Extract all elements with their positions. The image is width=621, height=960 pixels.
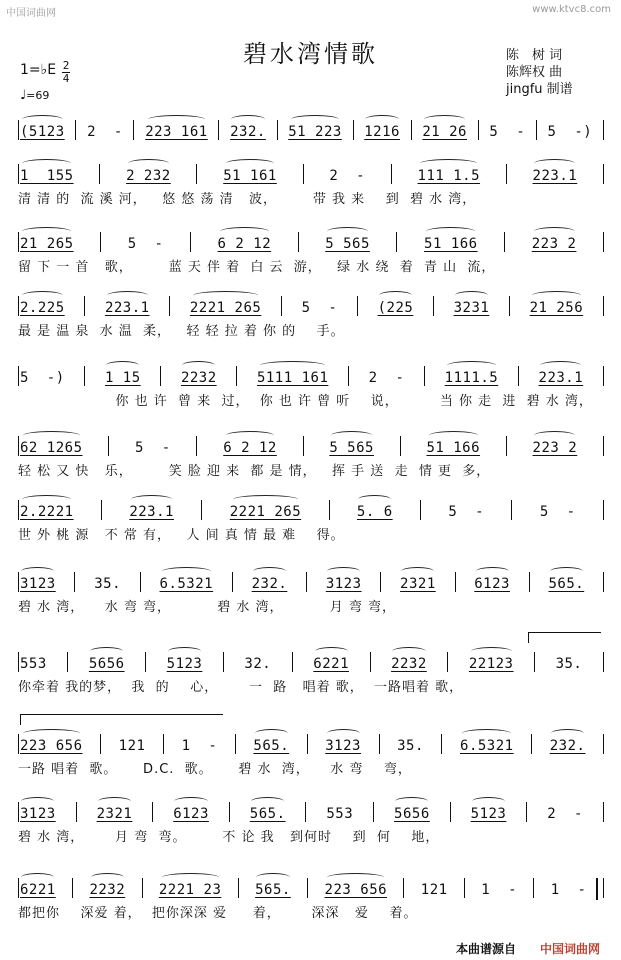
measure: 6 2 12: [217, 236, 273, 252]
bar-line: [281, 296, 282, 316]
measure: 6.5321: [459, 738, 515, 754]
notation-row: [18, 216, 604, 252]
slur-mark: [358, 495, 391, 504]
slur-mark: [327, 227, 368, 236]
measure: 3123: [325, 576, 363, 592]
notation-line: [18, 572, 604, 592]
bar-line: [603, 366, 604, 386]
slur-mark: [90, 647, 123, 656]
bar-line: [420, 500, 421, 520]
bar-line: [603, 296, 604, 316]
bar-line: [511, 500, 512, 520]
slur-mark: [447, 361, 496, 370]
bar-line: [455, 572, 456, 592]
slur-mark: [429, 431, 478, 440]
notation-line: [18, 652, 604, 672]
volta-bracket: [20, 714, 223, 725]
measure: (5123: [19, 124, 66, 140]
measure: (225: [377, 300, 415, 316]
bar-line: [236, 366, 237, 386]
bar-line: [75, 120, 76, 140]
bar-line: [370, 652, 371, 672]
slur-mark: [401, 567, 434, 576]
measure: 5 -: [539, 504, 576, 520]
bar-line: [534, 652, 535, 672]
bar-line: [447, 652, 448, 672]
bar-line: [303, 436, 304, 456]
bar-line: [190, 232, 191, 252]
bar-line: [450, 802, 451, 822]
bar-line: [74, 572, 75, 592]
measure: 2321: [96, 806, 134, 822]
measure: 553: [20, 656, 47, 672]
measure: 565.: [252, 738, 290, 754]
bar-line: [100, 232, 101, 252]
bar-line: [396, 232, 397, 252]
slur-mark: [251, 797, 284, 806]
bar-line: [478, 120, 479, 140]
measure: 21 256: [529, 300, 585, 316]
measure: 121: [420, 882, 448, 898]
bar-line: [84, 296, 85, 316]
measure: 223.1: [538, 370, 585, 386]
measure: 2 -: [547, 806, 583, 822]
measure: 6123: [172, 806, 210, 822]
measure: 6 2 12: [222, 440, 278, 456]
measure: 6221: [312, 656, 350, 672]
slur-mark: [220, 227, 269, 236]
slur-mark: [379, 291, 412, 300]
bar-line: [306, 572, 307, 592]
notation-line: [18, 734, 604, 754]
measure: 1 15: [104, 370, 142, 386]
bar-line: [232, 572, 233, 592]
slur-mark: [551, 729, 584, 738]
bar-line: [603, 120, 604, 140]
key-signature: 1=♭E: [20, 62, 57, 78]
measure: 5 -: [489, 124, 526, 140]
measure: 232.: [229, 124, 267, 140]
bar-line: [603, 164, 604, 184]
measure: 21 265: [19, 236, 75, 252]
quarter-note-icon: ♩: [20, 88, 27, 103]
measure: 2221 23: [158, 882, 223, 898]
bar-line: [223, 652, 224, 672]
slur-mark: [106, 361, 139, 370]
measure: 232.: [251, 576, 289, 592]
slur-mark: [424, 115, 465, 124]
measure: 2232: [88, 882, 126, 898]
notation-line: [18, 366, 604, 386]
lyricist-credit: 陈 树 词: [506, 48, 563, 63]
lyric-line: 清 清 的 流 溪 河， 悠 悠 荡 清 波， 带 我 来 到 碧 水 湾，: [18, 192, 477, 207]
slur-mark: [21, 567, 54, 576]
bar-line: [504, 232, 505, 252]
notation-row: [18, 350, 604, 386]
slur-mark: [472, 797, 505, 806]
slur-mark: [148, 115, 205, 124]
measure: 5 -): [20, 370, 65, 386]
bar-line: [67, 652, 68, 672]
slur-mark: [107, 291, 148, 300]
slur-mark: [98, 797, 131, 806]
slur-mark: [21, 797, 54, 806]
measure: 6123: [473, 576, 511, 592]
bar-line: [235, 734, 236, 754]
bar-line: [152, 802, 153, 822]
lyric-line: 世 外 桃 源 不 常 有， 人 间 真 情 最 难 得。: [18, 528, 345, 543]
slur-mark: [22, 115, 63, 124]
notation-line: [18, 120, 604, 140]
measure: 565.: [254, 882, 292, 898]
bar-line: [99, 164, 100, 184]
bar-line: [100, 734, 101, 754]
measure: 6221: [19, 882, 57, 898]
bar-line: [464, 878, 465, 898]
notation-row: [18, 280, 604, 316]
slur-mark: [550, 567, 583, 576]
song-title: 碧水湾情歌: [243, 40, 378, 68]
bar-line: [163, 734, 164, 754]
notation-line: [18, 500, 604, 520]
slur-mark: [256, 873, 289, 882]
measure: 111 1.5: [417, 168, 482, 184]
slur-mark: [315, 647, 348, 656]
final-bar-line: [596, 878, 598, 900]
bar-line: [292, 652, 293, 672]
bar-line: [169, 296, 170, 316]
slur-mark: [327, 567, 360, 576]
bar-line: [373, 802, 374, 822]
slur-mark: [91, 873, 124, 882]
slur-mark: [253, 567, 286, 576]
lyric-line: 最 是 温 泉 水 温 柔， 轻 轻 拉 着 你 的 手。: [18, 324, 345, 339]
bar-line: [196, 436, 197, 456]
measure: 2 -: [329, 168, 366, 184]
notation-line: [18, 436, 604, 456]
measure: 565.: [547, 576, 585, 592]
measure: 1 -: [181, 738, 218, 754]
engraver-credit: jingfu 制谱: [506, 82, 573, 97]
measure: 2.225: [19, 300, 66, 316]
notation-line: [18, 802, 604, 822]
slur-mark: [327, 729, 360, 738]
tempo-value: =69: [26, 89, 50, 102]
measure: 32.: [244, 656, 272, 672]
measure: 5 -: [448, 504, 485, 520]
measure: 1 -: [481, 882, 518, 898]
slur-mark: [193, 291, 258, 300]
bar-line: [196, 164, 197, 184]
measure: 62 1265: [19, 440, 84, 456]
volta-bracket: [528, 632, 601, 643]
bar-line: [529, 572, 530, 592]
lyric-line: 你 也 许 曾 来 过， 你 也 许 曾 听 说， 当 你 走 进 碧 水 湾，: [18, 394, 593, 409]
bar-line: [403, 878, 404, 898]
slur-mark: [534, 431, 575, 440]
slur-mark: [331, 431, 372, 440]
measure: 1 155: [19, 168, 75, 184]
slur-mark: [260, 361, 325, 370]
bar-line: [603, 802, 604, 822]
slur-mark: [231, 115, 264, 124]
measure: 3123: [19, 806, 57, 822]
bar-line: [391, 164, 392, 184]
tempo-marking: [20, 88, 49, 103]
bar-line: [411, 120, 412, 140]
bar-line: [84, 366, 85, 386]
notation-line: [18, 164, 604, 184]
measure: 5 -: [301, 300, 338, 316]
measure: 223 2: [532, 440, 579, 456]
slur-mark: [226, 159, 275, 168]
measure: 3123: [324, 738, 362, 754]
slur-mark: [471, 647, 512, 656]
lyric-line: 你牵着 我的梦， 我 的 心， 一 路 唱着 歌， 一路唱着 歌，: [18, 680, 464, 695]
bar-line: [298, 232, 299, 252]
lyric-line: 一路 唱着 歌。 D.C. 歌。 碧 水 湾， 水 弯 弯，: [18, 762, 412, 777]
slur-mark: [455, 291, 488, 300]
notation-row: [18, 556, 604, 592]
lyric-line: 轻 松 又 快 乐， 笑 脸 迎 来 都 是 情， 挥 手 送 走 情 更 多，: [18, 464, 491, 479]
slur-mark: [22, 159, 71, 168]
slur-mark: [392, 647, 425, 656]
measure: 223.1: [104, 300, 151, 316]
bar-line: [400, 436, 401, 456]
slur-mark: [233, 495, 298, 504]
measure: 2232: [180, 370, 218, 386]
lyric-line: 碧 水 湾， 月 弯 弯。 不 论 我 到何时 到 何 地，: [18, 830, 440, 845]
slur-mark: [23, 729, 80, 738]
bar-line: [108, 436, 109, 456]
bar-line: [531, 734, 532, 754]
bar-line: [229, 802, 230, 822]
measure: 1 -: [550, 882, 587, 898]
measure: 2321: [399, 576, 437, 592]
bar-line: [536, 120, 537, 140]
notation-row: [18, 786, 604, 822]
slur-mark: [168, 647, 201, 656]
slur-mark: [22, 227, 71, 236]
slur-mark: [365, 115, 398, 124]
measure: 2221 265: [189, 300, 262, 316]
measure: 5 565: [324, 236, 371, 252]
composer-credit: 陈辉权 曲: [506, 65, 563, 80]
bar-line: [72, 878, 73, 898]
notation-row: [18, 484, 604, 520]
measure: 5123: [166, 656, 204, 672]
bar-line: [140, 572, 141, 592]
notation-row: [18, 148, 604, 184]
measure: 5. 6: [356, 504, 394, 520]
measure: 1216: [363, 124, 401, 140]
slur-mark: [22, 495, 71, 504]
bar-line: [603, 652, 604, 672]
bar-line: [357, 296, 358, 316]
measure: 5123: [470, 806, 508, 822]
slur-mark: [540, 361, 581, 370]
slur-mark: [21, 873, 54, 882]
bar-line: [603, 436, 604, 456]
measure: 2 -: [87, 124, 123, 140]
measure: 223 2: [531, 236, 578, 252]
measure: 5 -: [127, 236, 164, 252]
bar-line: [76, 802, 77, 822]
measure: 3231: [453, 300, 491, 316]
source-site: 中国词曲网: [540, 942, 601, 956]
bar-line: [441, 734, 442, 754]
bar-line: [305, 802, 306, 822]
measure: 2 -: [368, 370, 405, 386]
bar-line: [533, 878, 534, 898]
bar-line: [603, 572, 604, 592]
slur-mark: [226, 431, 275, 440]
measure: 223 161: [144, 124, 209, 140]
bar-line: [329, 500, 330, 520]
watermark-left: 中国词曲网: [6, 8, 56, 19]
time-signature-bottom: 4: [62, 72, 70, 85]
measure: 51 166: [423, 236, 479, 252]
lyric-line: 都把你 深爱 着， 把你深深 爱 着， 深深 爱 着。: [18, 906, 418, 921]
bar-line: [160, 366, 161, 386]
measure: 553: [326, 806, 354, 822]
measure: 5 -: [135, 440, 171, 456]
measure: 5111 161: [256, 370, 329, 386]
slur-mark: [327, 873, 384, 882]
slur-mark: [162, 567, 211, 576]
measure: 51 166: [425, 440, 481, 456]
time-signature: [62, 60, 70, 85]
slur-mark: [462, 729, 511, 738]
measure: 565.: [249, 806, 287, 822]
measure: 21 26: [421, 124, 468, 140]
bar-line: [353, 120, 354, 140]
slur-mark: [128, 159, 169, 168]
bar-line: [307, 878, 308, 898]
notation-row: [18, 862, 604, 898]
bar-line: [603, 734, 604, 754]
measure: 5656: [88, 656, 126, 672]
bar-line: [379, 734, 380, 754]
measure: 6.5321: [159, 576, 215, 592]
notation-row: [18, 104, 604, 140]
measure: 22123: [468, 656, 515, 672]
measure: 35.: [555, 656, 583, 672]
measure: 223 656: [324, 882, 389, 898]
measure: 3123: [19, 576, 57, 592]
measure: 35.: [94, 576, 122, 592]
measure: 51 223: [287, 124, 343, 140]
slur-mark: [131, 495, 172, 504]
bar-line: [201, 500, 202, 520]
slur-mark: [291, 115, 340, 124]
slur-mark: [162, 873, 219, 882]
notation-line: [18, 878, 604, 898]
measure: 5 -): [547, 124, 593, 140]
bar-line: [133, 120, 134, 140]
slur-mark: [532, 291, 581, 300]
notation-row: [18, 420, 604, 456]
measure: 35.: [397, 738, 424, 754]
slur-mark: [426, 227, 475, 236]
source-label: 本曲谱源自: [456, 942, 517, 956]
credits: [506, 47, 573, 98]
bar-line: [101, 500, 102, 520]
bar-line: [506, 436, 507, 456]
bar-line: [145, 652, 146, 672]
measure: 1111.5: [444, 370, 500, 386]
notation-row: [18, 636, 604, 672]
bar-line: [506, 164, 507, 184]
measure: 223 656: [19, 738, 84, 754]
bar-line: [303, 164, 304, 184]
bar-line: [518, 366, 519, 386]
watermark-right: www.ktvc8.com: [532, 4, 611, 15]
bar-line: [526, 802, 527, 822]
measure: 2221 265: [229, 504, 302, 520]
bar-line: [218, 120, 219, 140]
time-signature-top: 2: [62, 59, 70, 72]
slur-mark: [534, 227, 575, 236]
measure: 121: [118, 738, 146, 754]
measure: 223.1: [532, 168, 579, 184]
notation-line: [18, 232, 604, 252]
measure: 2 232: [125, 168, 172, 184]
lyric-line: 碧 水 湾， 水 弯 弯， 碧 水 湾， 月 弯 弯，: [18, 600, 396, 615]
measure: 223.1: [128, 504, 175, 520]
slur-mark: [22, 291, 63, 300]
bar-line: [424, 366, 425, 386]
slur-mark: [534, 159, 575, 168]
slur-mark: [174, 797, 207, 806]
measure: 51 161: [222, 168, 278, 184]
slur-mark: [476, 567, 509, 576]
bar-line: [348, 366, 349, 386]
bar-line: [603, 232, 604, 252]
bar-line: [603, 500, 604, 520]
measure: 2232: [390, 656, 428, 672]
bar-line: [509, 296, 510, 316]
slur-mark: [255, 729, 288, 738]
measure: 232.: [549, 738, 587, 754]
slur-mark: [23, 431, 80, 440]
bar-line: [277, 120, 278, 140]
lyric-line: 留 下 一 首 歌， 蓝 天 伴 着 白 云 游， 绿 水 绕 着 青 山 流，: [18, 260, 496, 275]
bar-line: [380, 572, 381, 592]
measure: 2.2221: [19, 504, 75, 520]
measure: 5 565: [328, 440, 375, 456]
slur-mark: [182, 361, 215, 370]
bar-line: [238, 878, 239, 898]
bar-line: [142, 878, 143, 898]
slur-mark: [420, 159, 477, 168]
bar-line: [307, 734, 308, 754]
bar-line: [603, 878, 604, 898]
bar-line: [433, 296, 434, 316]
measure: 5656: [393, 806, 431, 822]
slur-mark: [395, 797, 428, 806]
notation-line: [18, 296, 604, 316]
